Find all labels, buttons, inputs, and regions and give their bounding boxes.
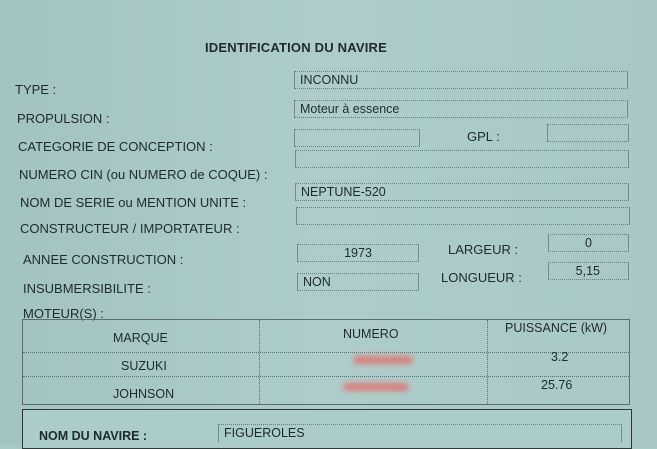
nom-navire-field[interactable]: FIGUEROLES — [218, 424, 622, 442]
constructeur-field[interactable] — [296, 207, 630, 225]
header-numero: NUMERO — [343, 327, 399, 341]
header-puissance: PUISSANCE (kW) — [505, 321, 608, 335]
annee-label: ANNEE CONSTRUCTION : — [23, 252, 184, 267]
propulsion-label: PROPULSION : — [17, 111, 110, 126]
moteur-puissance: 3.2 — [551, 350, 569, 364]
moteur-marque: SUZUKI — [121, 359, 167, 373]
header-marque: MARQUE — [113, 331, 168, 345]
moteur-puissance: 25.76 — [541, 378, 573, 392]
insubmersibilite-label: INSUBMERSIBILITE : — [23, 281, 151, 296]
table-row[interactable] — [23, 376, 629, 401]
numero-cin-label: NUMERO CIN (ou NUMERO de COQUE) : — [19, 167, 268, 182]
table-row[interactable] — [23, 352, 629, 371]
categorie-label: CATEGORIE DE CONCEPTION : — [18, 139, 213, 154]
moteur-marque: JOHNSON — [113, 387, 175, 401]
longueur-label: LONGUEUR : — [441, 270, 522, 285]
nom-navire-section — [22, 409, 632, 449]
redacted-numero — [353, 356, 413, 364]
gpl-field[interactable] — [547, 124, 629, 142]
gpl-label: GPL : — [467, 129, 500, 144]
largeur-label: LARGEUR : — [448, 242, 519, 257]
propulsion-field[interactable]: Moteur à essence — [294, 100, 628, 118]
insubmersibilite-field[interactable]: NON — [297, 273, 419, 291]
nom-navire-label: NOM DU NAVIRE : — [39, 429, 148, 443]
moteurs-label: MOTEUR(S) : — [23, 306, 104, 321]
numero-cin-field[interactable] — [295, 150, 629, 168]
categorie-field[interactable] — [294, 129, 420, 147]
moteurs-table — [22, 319, 630, 405]
annee-field[interactable]: 1973 — [297, 244, 419, 262]
type-field[interactable]: INCONNU — [294, 71, 628, 89]
type-label: TYPE : — [15, 82, 57, 97]
nom-serie-field[interactable]: NEPTUNE-520 — [295, 183, 629, 201]
redacted-numero — [343, 383, 409, 391]
nom-serie-label: NOM DE SERIE ou MENTION UNITE : — [20, 195, 247, 210]
table-header-row — [23, 320, 629, 345]
largeur-field[interactable]: 0 — [548, 234, 629, 252]
longueur-field[interactable]: 5,15 — [548, 262, 629, 280]
form-title: IDENTIFICATION DU NAVIRE — [205, 40, 387, 55]
constructeur-label: CONSTRUCTEUR / IMPORTATEUR : — [20, 221, 240, 236]
